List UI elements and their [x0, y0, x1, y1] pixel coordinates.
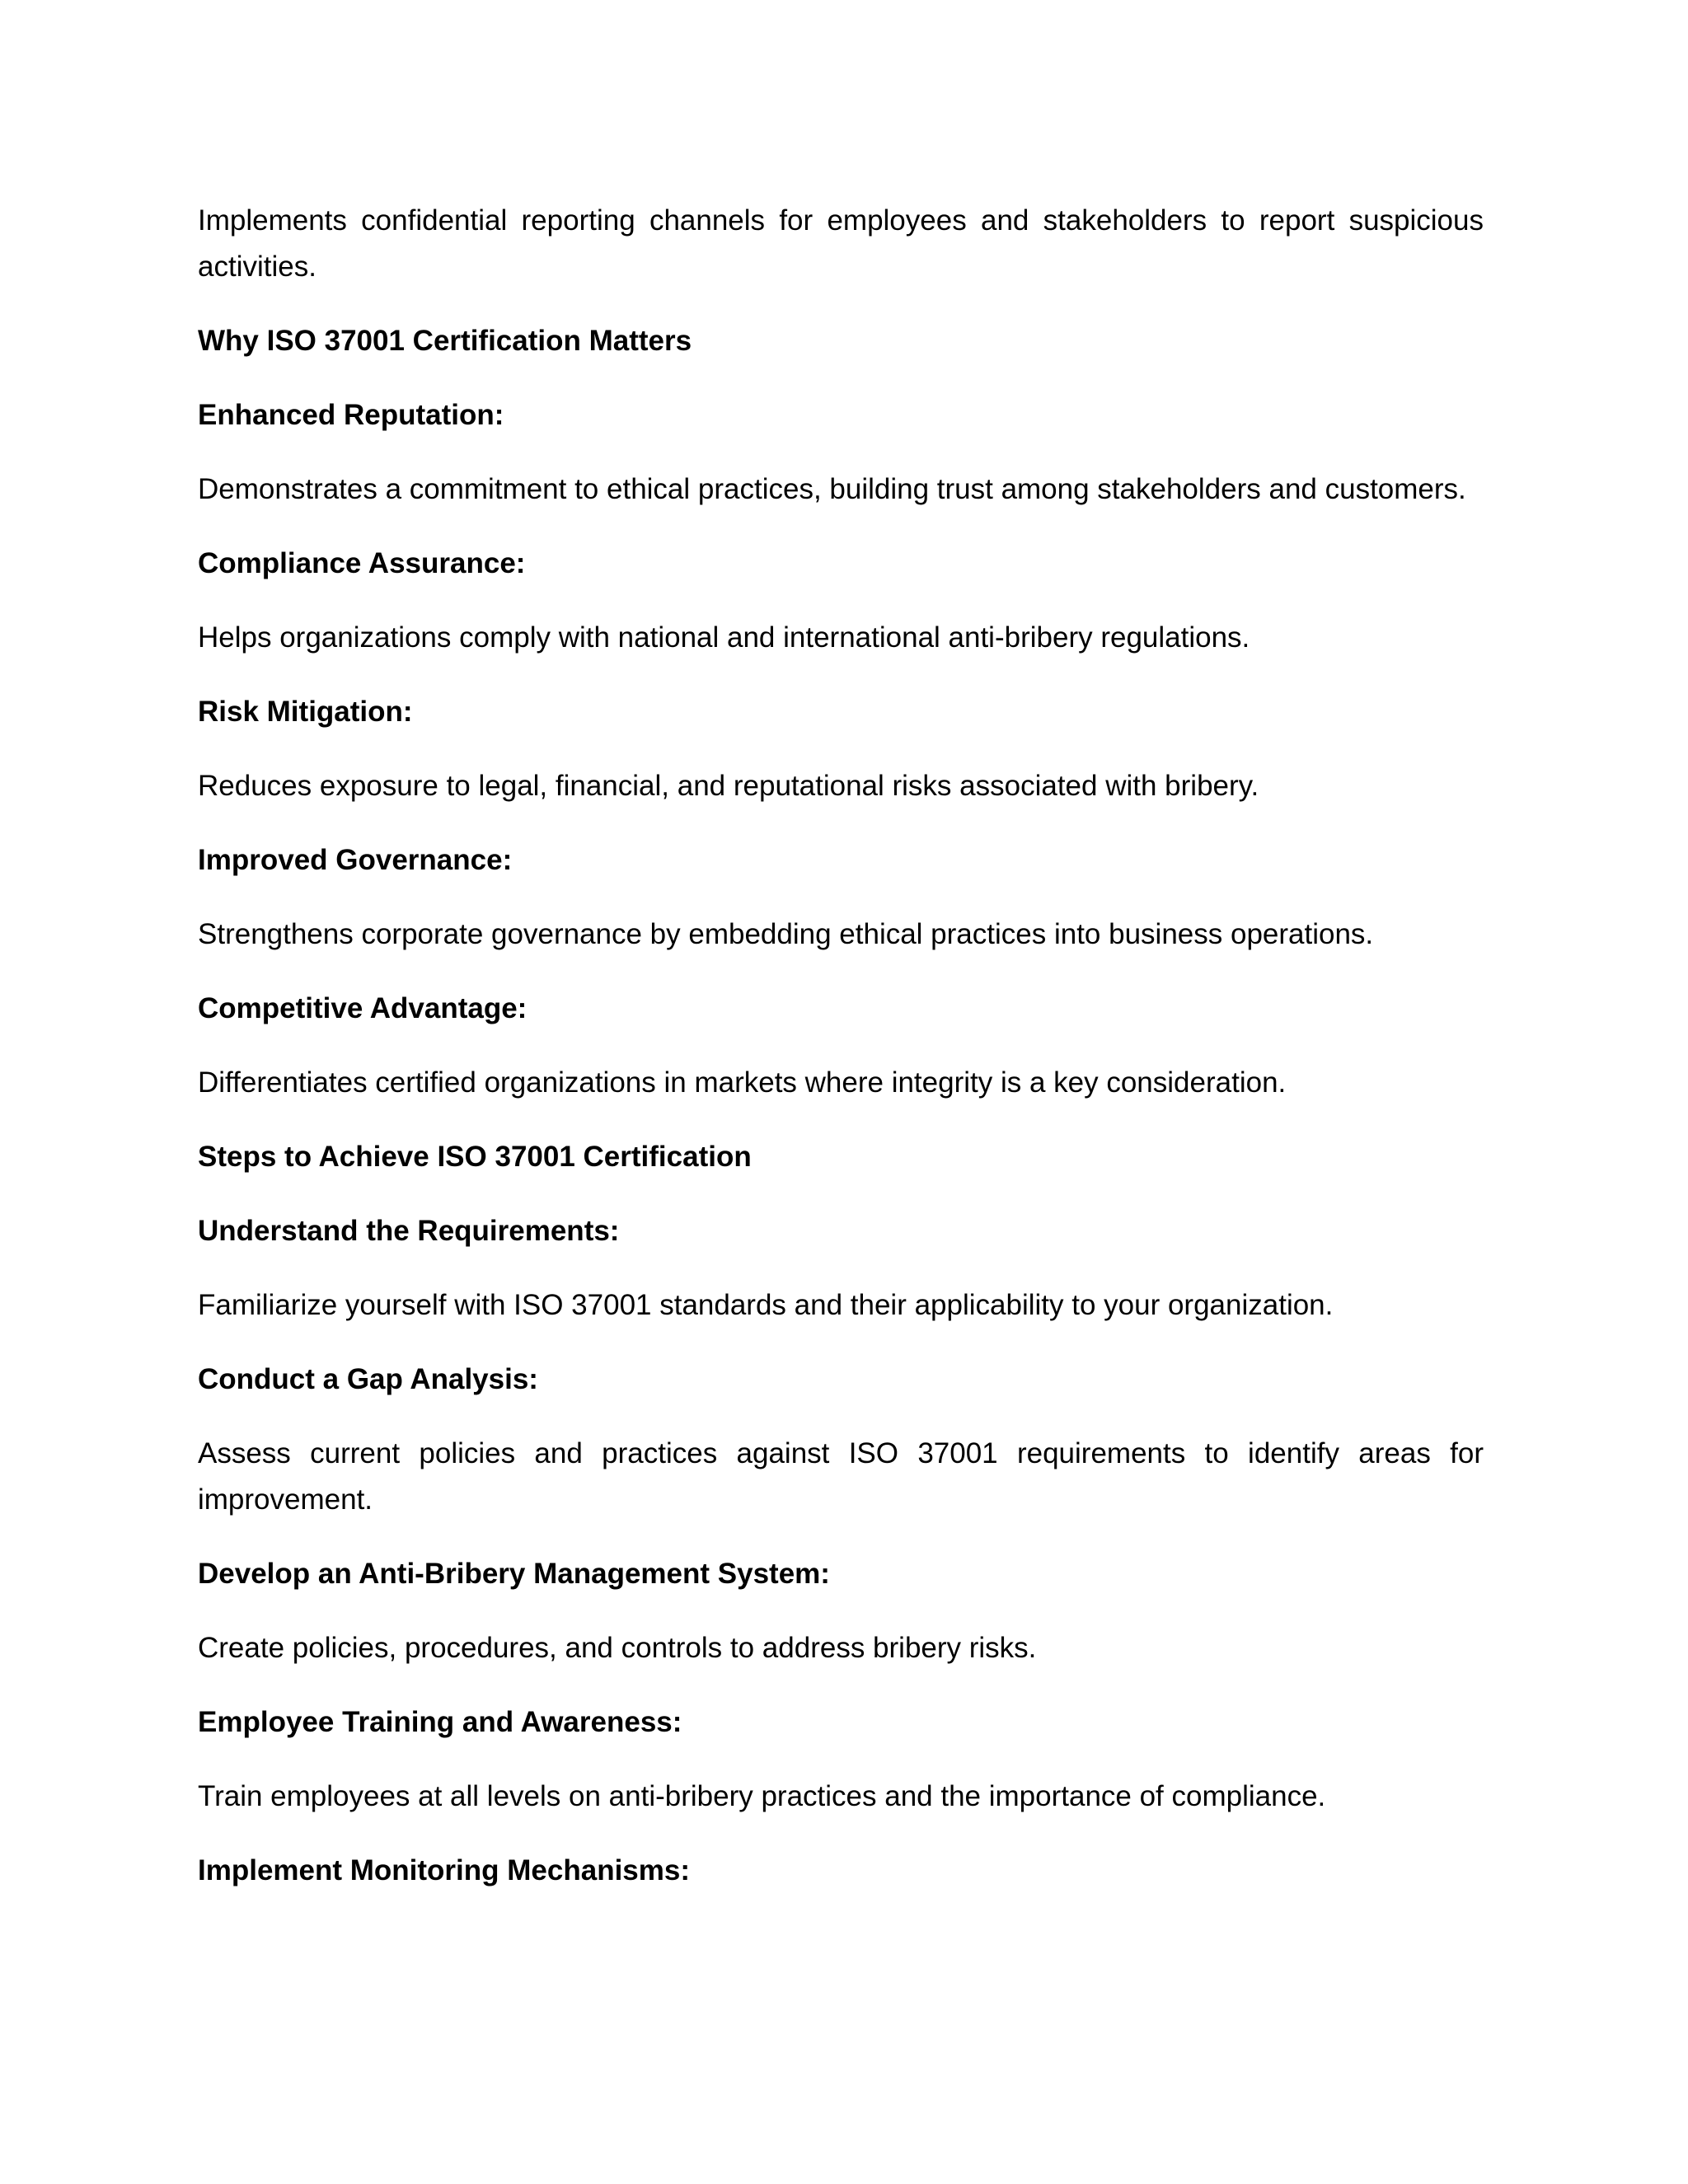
paragraph-risk-mitigation: Reduces exposure to legal, financial, and reputational risks associated with bribery.: [198, 770, 1259, 802]
subheading-employee-training: Employee Training and Awareness:: [198, 1706, 682, 1738]
paragraph-understand-requirements: Familiarize yourself with ISO 37001 standards and their applicability to your organization.: [198, 1289, 1334, 1321]
paragraph-develop-management-system: Create policies, procedures, and controls to address bribery risks.: [198, 1632, 1037, 1664]
subheading-competitive-advantage: Competitive Advantage:: [198, 992, 528, 1024]
subheading-gap-analysis: Conduct a Gap Analysis:: [198, 1363, 538, 1395]
document-body: [198, 198, 1484, 1922]
paragraph-improved-governance: Strengthens corporate governance by embedding ethical practices into business operations.: [198, 918, 1374, 950]
subheading-compliance-assurance: Compliance Assurance:: [198, 547, 526, 579]
subheading-develop-management-system: Develop an Anti-Bribery Management System:: [198, 1558, 830, 1590]
paragraph-competitive-advantage: Differentiates certified organizations in markets where integrity is a key consideration.: [198, 1066, 1287, 1099]
paragraph-reporting-channels: Implements confidential reporting channels for employees and stakeholders to report suspicious activities.: [198, 204, 1484, 283]
subheading-improved-governance: Improved Governance:: [198, 844, 513, 876]
subheading-enhanced-reputation: Enhanced Reputation:: [198, 399, 504, 431]
section-heading-why-certification-matters: Why ISO 37001 Certification Matters: [198, 325, 692, 357]
subheading-monitoring-mechanisms: Implement Monitoring Mechanisms:: [198, 1854, 690, 1886]
paragraph-enhanced-reputation: Demonstrates a commitment to ethical practices, building trust among stakeholders and customers.: [198, 473, 1466, 505]
subheading-understand-requirements: Understand the Requirements:: [198, 1215, 620, 1247]
subheading-risk-mitigation: Risk Mitigation:: [198, 696, 413, 728]
paragraph-employee-training: Train employees at all levels on anti-bribery practices and the importance of compliance.: [198, 1780, 1326, 1812]
paragraph-compliance-assurance: Helps organizations comply with national and international anti-bribery regulations.: [198, 621, 1250, 654]
section-heading-steps-to-certification: Steps to Achieve ISO 37001 Certification: [198, 1141, 752, 1173]
paragraph-gap-analysis: Assess current policies and practices against ISO 37001 requirements to identify areas for improvement.: [198, 1437, 1484, 1516]
